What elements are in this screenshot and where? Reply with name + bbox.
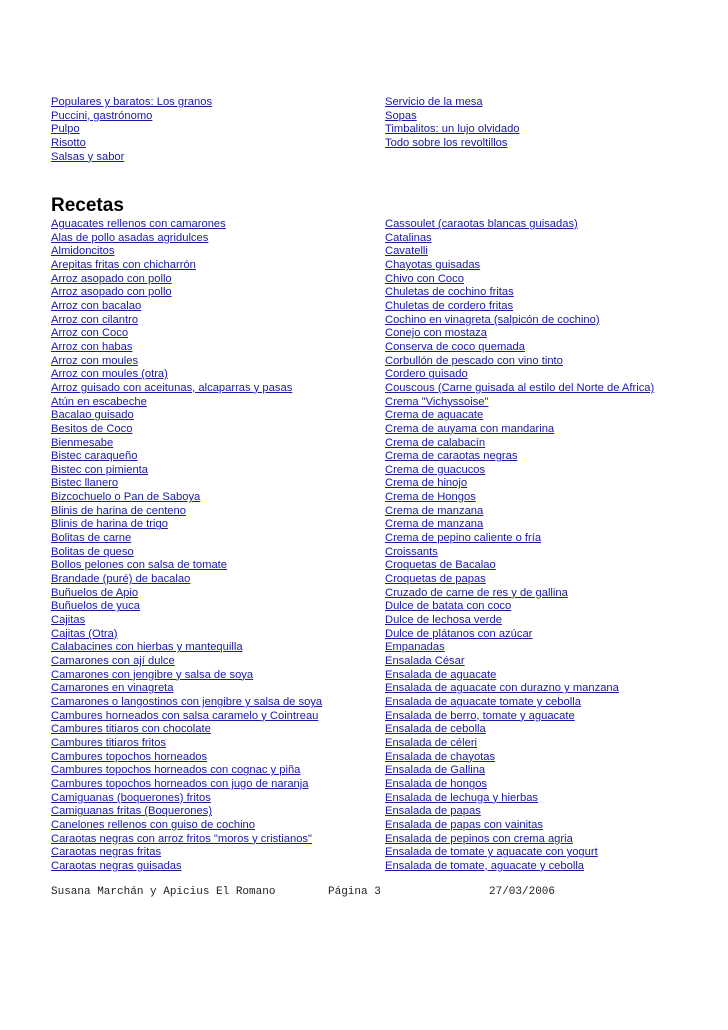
recipe-link[interactable]: Crema de manzana xyxy=(385,518,484,531)
recipe-link[interactable]: Cambures titiaros fritos xyxy=(51,736,167,749)
recipe-link[interactable]: Atún en escabeche xyxy=(51,395,147,408)
recipe-link[interactable]: Ensalada César xyxy=(385,655,465,667)
recipe-link[interactable]: Conejo con mostaza xyxy=(385,327,487,340)
recipe-link[interactable]: Bienmesabe xyxy=(51,436,114,449)
recipe-link[interactable]: Blinis de harina de trigo xyxy=(51,518,168,531)
recipe-link[interactable]: Dulce de batata con coco xyxy=(385,600,512,613)
recipe-link[interactable]: Bolitas de carne xyxy=(51,532,132,545)
recipe-link[interactable]: Camarones con ají dulce xyxy=(51,655,175,667)
recipe-link[interactable]: Cajitas xyxy=(51,614,86,627)
recipe-link[interactable]: Servicio de la mesa xyxy=(385,96,483,108)
recipe-link[interactable]: Ensalada de aguacate xyxy=(385,668,497,681)
recipe-link[interactable]: Chayotas guisadas xyxy=(385,258,481,271)
recipe-link[interactable]: Ensalada de hongos xyxy=(385,777,488,790)
recipe-link[interactable]: Camarones en vinagreta xyxy=(51,682,174,695)
recipe-link[interactable]: Ensalada de tomate y aguacate con yogurt xyxy=(385,846,598,859)
recipe-link[interactable]: Couscous (Carne guisada al estilo del Norte de Africa) xyxy=(385,381,655,394)
footer-page-number: Página 3 xyxy=(328,886,381,898)
recipe-link[interactable]: Buñuelos de Apio xyxy=(51,586,139,599)
recipe-link[interactable]: Ensalada de aguacate con durazno y manzana xyxy=(385,682,619,695)
page-footer xyxy=(51,886,611,900)
recipe-link[interactable]: Todo sobre los revoltillos xyxy=(385,136,508,149)
recipe-link[interactable]: Ensalada de chayotas xyxy=(385,750,496,763)
recipe-link[interactable]: Pulpo xyxy=(51,123,80,136)
recipe-link[interactable]: Camiguanas fritas (Boquerones) xyxy=(51,805,213,818)
recipe-link[interactable]: Puccini, gastrónomo xyxy=(51,109,153,122)
recipe-link[interactable]: Arroz con habas xyxy=(51,340,133,353)
recipe-link[interactable]: Brandade (puré) de bacalao xyxy=(51,573,191,586)
recipe-link[interactable]: Dulce de lechosa verde xyxy=(385,614,502,627)
recipe-link[interactable]: Cambures titiaros con chocolate xyxy=(51,723,211,736)
recipe-link[interactable]: Ensalada de céleri xyxy=(385,736,478,749)
recipe-link[interactable]: Crema de calabacín xyxy=(385,436,486,449)
footer-date: 27/03/2006 xyxy=(489,886,556,898)
recipe-link[interactable]: Cordero guisado xyxy=(385,368,468,381)
recipe-link[interactable]: Cajitas (Otra) xyxy=(51,627,118,640)
recipe-link[interactable]: Crema de hinojo xyxy=(385,477,468,490)
footer-author: Susana Marchán y Apicius El Romano xyxy=(51,886,276,898)
recipe-link[interactable]: Caraotas negras guisadas xyxy=(51,859,182,872)
recipe-link[interactable]: Ensalada de papas xyxy=(385,805,481,818)
recipe-link[interactable]: Camarones con jengibre y salsa de soya xyxy=(51,668,254,681)
recipe-link[interactable]: Corbullón de pescado con vino tinto xyxy=(385,354,563,367)
recipe-link[interactable]: Arroz asopado con pollo xyxy=(51,286,172,299)
recipe-link[interactable]: Catalinas xyxy=(385,231,432,244)
top-links-left xyxy=(51,96,212,164)
recipe-link[interactable]: Aguacates rellenos con camarones xyxy=(51,218,226,230)
recipe-link[interactable]: Caraotas negras fritas xyxy=(51,846,162,859)
recipe-link[interactable]: Camiguanas (boquerones) fritos xyxy=(51,791,211,804)
recipe-link[interactable]: Empanadas xyxy=(385,641,445,654)
recipe-link[interactable]: Camarones o langostinos con jengibre y salsa de soya xyxy=(51,695,323,708)
recipe-link[interactable]: Cambures topochos horneados xyxy=(51,750,208,763)
recipe-link[interactable]: Chuletas de cochino fritas xyxy=(385,286,514,299)
recipe-link[interactable]: Arepitas fritas con chicharrón xyxy=(51,258,196,271)
recipe-link[interactable]: Bistec llanero xyxy=(51,477,119,490)
recetas-list-left xyxy=(51,218,322,874)
recipe-link[interactable]: Bizcochuelo o Pan de Saboya xyxy=(51,491,201,504)
recipe-link[interactable]: Blinis de harina de centeno xyxy=(51,504,186,517)
recipe-link[interactable]: Arroz con Coco xyxy=(51,327,129,340)
recipe-link[interactable]: Cruzado de carne de res y de gallina xyxy=(385,586,568,599)
recipe-link[interactable]: Crema de Hongos xyxy=(385,491,476,504)
recipe-link[interactable]: Bollos pelones con salsa de tomate xyxy=(51,559,228,572)
recipe-link[interactable]: Besitos de Coco xyxy=(51,422,133,435)
recipe-link[interactable]: Alas de pollo asadas agridulces xyxy=(51,231,209,244)
recipe-link[interactable]: Almidoncitos xyxy=(51,245,115,258)
recipe-link[interactable]: Ensalada de berro, tomate y aguacate xyxy=(385,709,575,722)
recipe-link[interactable]: Croquetas de Bacalao xyxy=(385,559,496,572)
recipe-link[interactable]: Cassoulet (caraotas blancas guisadas) xyxy=(385,218,578,230)
recipe-link[interactable]: Bistec con pimienta xyxy=(51,463,149,476)
recipe-link[interactable]: Croissants xyxy=(385,545,438,558)
recipe-link[interactable]: Cochino en vinagreta (salpicón de cochino) xyxy=(385,313,600,326)
recipe-link[interactable]: Sopas xyxy=(385,109,417,122)
recipe-link[interactable]: Buñuelos de yuca xyxy=(51,600,140,613)
recipe-link[interactable]: Croquetas de papas xyxy=(385,573,486,586)
recipe-link[interactable]: Dulce de plátanos con azúcar xyxy=(385,627,533,640)
recipe-link[interactable]: Ensalada de lechuga y hierbas xyxy=(385,791,539,804)
recipe-link[interactable]: Crema de pepino caliente o fría xyxy=(385,532,542,545)
recipe-link[interactable]: Ensalada de tomate, aguacate y cebolla xyxy=(385,859,585,872)
recipe-link[interactable]: Ensalada de cebolla xyxy=(385,723,486,736)
recipe-link[interactable]: Bistec caraqueño xyxy=(51,450,138,463)
recipe-link[interactable]: Cambures topochos horneados con cognac y piña xyxy=(51,764,301,777)
recetas-list-right xyxy=(385,218,654,874)
recipe-link[interactable]: Arroz asopado con pollo xyxy=(51,272,172,285)
recipe-link[interactable]: Crema "Vichyssoise" xyxy=(385,395,489,408)
recipe-link[interactable]: Caraotas negras con arroz fritos "moros y cristianos" xyxy=(51,832,312,845)
recipe-link[interactable]: Chuletas de cordero fritas xyxy=(385,299,514,312)
recipe-link[interactable]: Ensalada de Gallina xyxy=(385,764,486,777)
recipe-link[interactable]: Ensalada de aguacate tomate y cebolla xyxy=(385,695,581,708)
recipe-link[interactable]: Arroz con cilantro xyxy=(51,313,139,326)
top-links-right xyxy=(385,96,520,151)
recipe-link[interactable]: Conserva de coco quemada xyxy=(385,340,525,353)
recipe-link[interactable]: Canelones rellenos con guiso de cochino xyxy=(51,818,255,831)
recipe-link[interactable]: Arroz con moules (otra) xyxy=(51,368,168,381)
recipe-link[interactable]: Cambures topochos horneados con jugo de naranja xyxy=(51,777,309,790)
recipe-link[interactable]: Populares y baratos: Los granos xyxy=(51,96,213,108)
recipe-link[interactable]: Cambures horneados con salsa caramelo y Cointreau xyxy=(51,709,319,722)
recipe-link[interactable]: Bacalao guisado xyxy=(51,409,134,422)
recipe-link[interactable]: Ensalada de papas con vainitas xyxy=(385,818,543,831)
recipe-link[interactable]: Salsas y sabor xyxy=(51,150,125,163)
recipe-link[interactable]: Risotto xyxy=(51,136,86,149)
recipe-link[interactable]: Crema de aguacate xyxy=(385,409,484,422)
recipe-link[interactable]: Arroz con bacalao xyxy=(51,299,142,312)
recipe-link[interactable]: Chivo con Coco xyxy=(385,272,464,285)
recipe-link[interactable]: Arroz guisado con aceitunas, alcaparras y pasas xyxy=(51,381,293,394)
recipe-link[interactable]: Timbalitos: un lujo olvidado xyxy=(385,123,520,136)
recipe-link[interactable]: Arroz con moules xyxy=(51,354,139,367)
recetas-heading: Recetas xyxy=(51,195,124,216)
recipe-link[interactable]: Crema de auyama con mandarina xyxy=(385,422,555,435)
recipe-link[interactable]: Ensalada de pepinos con crema agria xyxy=(385,832,573,845)
recipe-link[interactable]: Calabacines con hierbas y mantequilla xyxy=(51,641,243,654)
recipe-link[interactable]: Crema de guacucos xyxy=(385,463,486,476)
recipe-link[interactable]: Crema de caraotas negras xyxy=(385,450,518,463)
recipe-link[interactable]: Cavatelli xyxy=(385,245,428,258)
recipe-link[interactable]: Crema de manzana xyxy=(385,504,484,517)
recipe-link[interactable]: Bolitas de queso xyxy=(51,545,134,558)
